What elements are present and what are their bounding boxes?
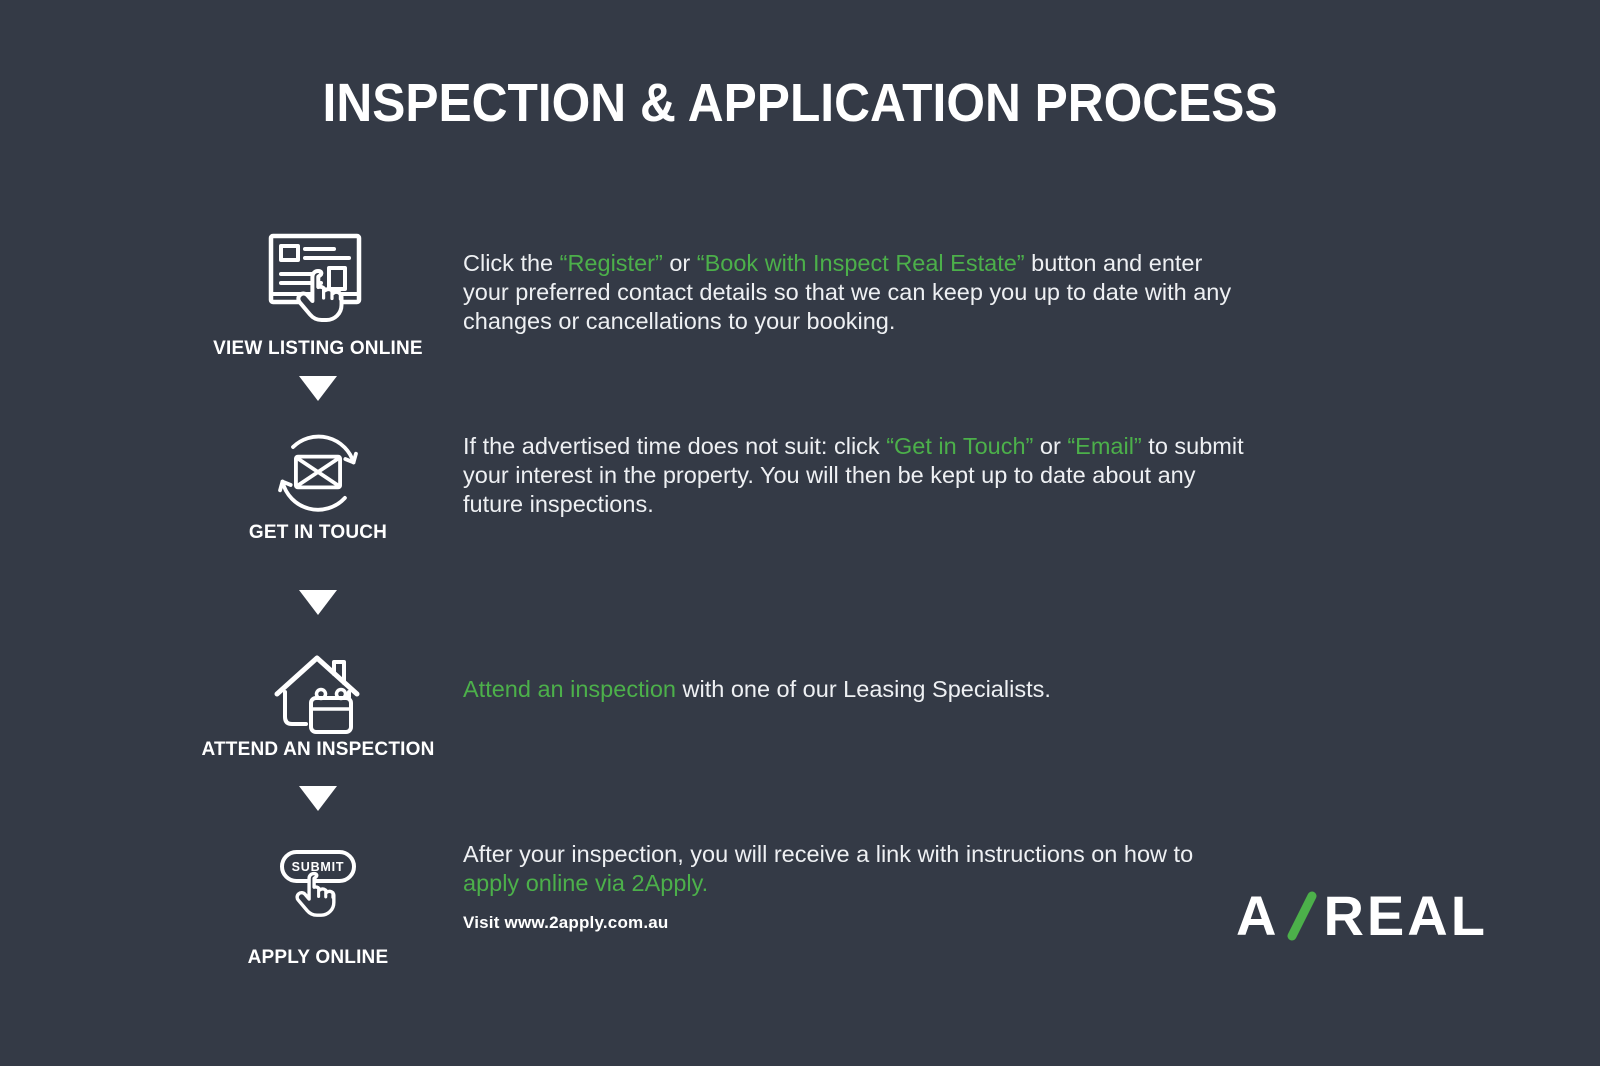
step-1-icon-wrapper (261, 228, 371, 328)
text-segment: or (662, 250, 697, 276)
text-segment: After your inspection, you will receive a link with instructions on how to (463, 841, 1194, 867)
step-description-view-listing (463, 249, 1248, 336)
highlighted-text-segment: “Email” (1067, 433, 1142, 459)
flow-arrow-down-icon (299, 376, 337, 401)
step-description-get-in-touch (463, 432, 1248, 519)
logo-letter-a: A (1236, 884, 1280, 947)
step-label-get-in-touch: GET IN TOUCH (248, 522, 388, 543)
areal-logo (1236, 883, 1488, 948)
browser-click-icon (261, 228, 371, 328)
highlighted-text-segment: apply online via 2Apply. (463, 870, 709, 896)
submit-button-icon (268, 844, 368, 938)
step-label-view-listing-online: VIEW LISTING ONLINE (213, 338, 423, 359)
text-segment: If the advertised time does not suit: click (463, 433, 887, 459)
flow-arrow-down-icon (299, 590, 337, 615)
step-3-icon-wrapper (264, 642, 370, 736)
house-calendar-icon (264, 642, 370, 736)
step-4-icon-wrapper (268, 844, 368, 938)
visit-url-note: Visit www.2apply.com.au (463, 913, 669, 932)
flow-arrow-down-icon (299, 786, 337, 811)
highlighted-text-segment: “Book with Inspect Real Estate” (696, 250, 1025, 276)
logo-wordmark: REAL (1323, 884, 1488, 947)
step-description-attend-inspection (463, 675, 1248, 704)
step-2-icon-wrapper (270, 424, 366, 520)
page-title-text: INSPECTION & APPLICATION PROCESS (322, 73, 1278, 133)
page-title (0, 72, 1600, 134)
step-label-attend-an-inspection: ATTEND AN INSPECTION (201, 739, 435, 760)
step-label-apply-online: APPLY ONLINE (247, 947, 389, 968)
submit-button-label: SUBMIT (291, 860, 345, 874)
highlighted-text-segment: “Register” (559, 250, 663, 276)
text-segment: or (1033, 433, 1068, 459)
text-segment: button and enter your preferred contact details so that we can keep you up to date with any changes or cancellations to your booking. (463, 250, 1232, 334)
envelope-sync-icon (270, 424, 366, 520)
highlighted-text-segment: “Get in Touch” (886, 433, 1034, 459)
text-segment: to submit your interest in the property. You will then be kept up to date about any future inspections. (463, 433, 1244, 517)
step-description-apply-online (463, 840, 1248, 898)
text-segment: Click the (463, 250, 560, 276)
logo-slash-icon (1286, 891, 1318, 941)
text-segment: with one of our Leasing Specialists. (675, 676, 1051, 702)
hand-pointer-icon (298, 271, 341, 320)
highlighted-text-segment: Attend an inspection (463, 676, 676, 702)
